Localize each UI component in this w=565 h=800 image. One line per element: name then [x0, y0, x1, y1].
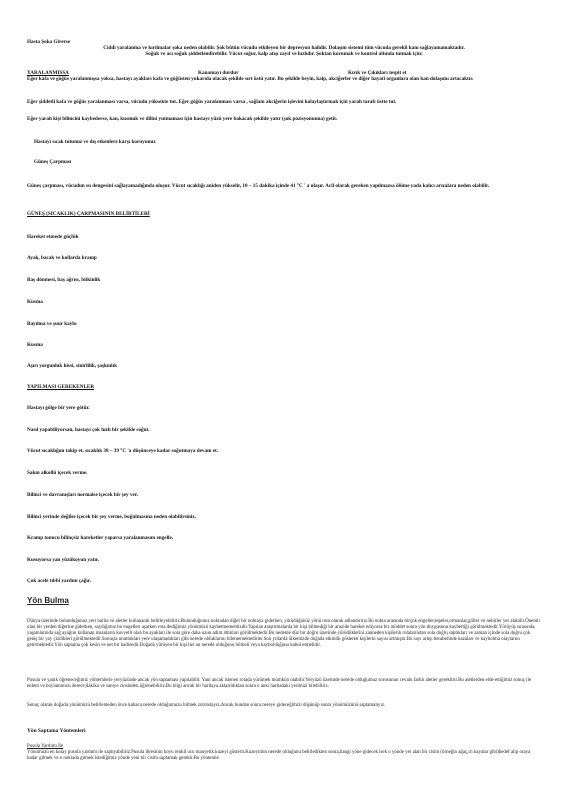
- injury-paragraph-2: Eğer şiddetli kafa ve göğüs yaralanması varsa, vücudu yüksekte tut. Eğer göğüs yaralanması varsa , sağlam akciğerin işlevini kolaylaştırmak için yarah tarafı üstte tut.: [27, 99, 397, 105]
- shock-line-2: Soğuk ve acı soğuk şiddetlendirebilir. Vücut soğur, kalp atışı zayıf ve hızlıdır. Şoktan korumak ve kontrol altında tutmak için;: [145, 51, 423, 57]
- yon-saptama-heading: Yön Saptama Yöntemleri: [27, 728, 86, 734]
- yon-bulma-paragraph-1: Dünya üzerinde bulunduğunuz yeri harita ve aletler kullanarak belirleyebiliriz.Bulunduğunuz noktadan diğer bir noktaya giderken, yürüdüğünüz yönü rota olarak adlandırırız.İki nokta arasında birçok engeller,tepeler,ormanlar,göller ve nehirler yer alabilir.Önemli olan bir yerden diğerine giderken, saydığımız bu engellerı aşarken rota dediğimiz yönümüzü kaybetmememizdir.Yapılan araştırmalarda bir kişi bilmediği bir arazide hareket ediyorsa bir müddet sonra yön duygusunu kaybettiği görülmektedir.Yürüyüş sırasında, yaşamlarında sağ ayağını kullanan insanların kuvvetli olan bu ayakları ile sola göre daha uzun adım attıkları görülmektedir.Bu nedenle düz bir doğru üzerinde yürüdüklerini zanneden kişilerin rotalarından sola doğru saptıkları ve zaman içinde sola doğru çok geniş bir yay çizdikleri görülmektedir.Sonuçta unuttukları yere ulaşamadıkları gibi nerede olduklarını bilememektedirler.Son yıllarda ülkemizde doğada etkinlik gösteren kişilerin sayısı artmıştır.Bu sayı artışı beraberinde kazaları ve kaybolma olaylarını getirmektedir.Yön saptama çok kesin ve net bir hadisedir.Doğada yürüyen bir kişi her an nerede olduğunu bilmeli veya kaybolduğunu kabul etmelidir.: [27, 619, 540, 648]
- action-item: Sakın alkollü içecek verme.: [27, 470, 88, 476]
- injury-paragraph-1: Eğer kafa ve göğüs yaralanmışsa yoksa, hastayı ayakları kafa ve göğüsten yukarıda olacak şekilde sırt üstü yatır. Bu şekilde beyin, kalp, akciğerler ve diğer hayati organlara olan kan dolaşımı artacaktır.: [27, 76, 474, 82]
- symptoms-heading: GÜNEŞ (SICAKLIK) ÇARPMASININ BELİRTİLERİ: [27, 211, 150, 217]
- compass-paragraph: Yönümüzü en kolay pusula yardımı ile saptıyabiliriz.Pusula ibresinin koyu renkli ucu manyetik kuzeyi gösterir.Kuzeyimin nerede olduğunu belirledikten sonra,hangi yöne gidecek isek o yönde yer alan bir cisim (örneğin ağaç,ırı kayalar gibi)hedef alıp oraya kadar gitmek ve o noktada gitmek istediğimiz yönde yeni bir cisim saptamak gerekir.Bu yöntemle: [27, 750, 531, 761]
- symptom-item: Kusma: [27, 342, 43, 348]
- sunstroke-subtitle: Güneş Çarpması: [34, 159, 72, 165]
- action-item: Kramp tonucu bilinçsiz hareketler yaparsa yaralanmasını engelle.: [27, 535, 174, 541]
- symptom-item: Ayak, bacak ve kollarda kramp: [27, 255, 97, 261]
- actions-heading: YAPILMASI GEREKENLER: [27, 384, 95, 390]
- action-item: Çok acele tıbbi yardım çağır.: [27, 578, 91, 584]
- symptom-item: Kusma: [27, 299, 43, 305]
- action-item: Hastayı gölge bir yere götür.: [27, 405, 90, 411]
- action-item: Kusuyorsa yan yüzükoyun yatır.: [27, 557, 99, 563]
- injury-col-1: YARALANMISSA: [27, 70, 69, 76]
- keep-warm-item: Hastayı sıcak tutunuz ve dış etkenlere karşı koruyunuz: [34, 139, 156, 145]
- action-item: Vücut sıcaklığını takip et, sıcaklık 38 – 39 °C 'a düşünceye kadar soğutmaya devam et.: [27, 448, 219, 454]
- symptom-item: Aşırı yorgunluk hissi, sinirlilik, şaşkınlık: [27, 363, 117, 369]
- injury-col-2: Kanamayı durdur: [198, 70, 239, 76]
- injury-col-3: Kırık ve Çıkıkları tespit et: [348, 70, 407, 76]
- injury-paragraph-3: Eğer yarah kişi bilincini kaybederse, kan, kusmuk ve dilini yutmaması için hastayı yüzü yere bakacak şekilde yatır (şok pozisyonunna) getir.: [27, 116, 338, 122]
- shock-line-1: Ciddi yaralanma ve kırılmalar şoka neden olabilir. Şok bütün vücudu etkileyen bir depresyon halidir. Dolaşım sistemi tüm vücuda gerekli kanı sağlayamamaktadır.: [103, 45, 465, 51]
- action-item: Bilinci ve davranışları normalse içecek bir şey ver.: [27, 492, 138, 498]
- action-item: Nasıl yapabiliyorsan, hastayı çok hızlı bir şekilde soğut.: [27, 427, 150, 433]
- action-item: Bilinci yerinde değilse içecek bir şey verme, boğulmasına neden olabilirsiniz.: [27, 514, 196, 520]
- shock-title: Hasta Şoka Girerse: [27, 39, 71, 45]
- yon-bulma-paragraph-3: Sonuç olarak doğada yönümüzü belirlemeden önce kabaca nerede olduğumuzu bilmek zorundayız.Ancak bundan sonra nereye gideceğimizi düşünüp sonra yönümüzünü saptamalıyız.: [27, 703, 386, 708]
- compass-subheading: Pusula Yardımı İle: [27, 744, 64, 749]
- symptom-item: Hareket etmede güçlük: [27, 234, 79, 240]
- sunstroke-paragraph: Güneş çarpması, vücudun ısı dengesini sağlayamadığında oluşur. Vücut sıcaklığı aniden yükselir, 10 – 15 dakika içinde 41 °C ' a ulaşır. Acil olarak gereken yapılmazsa ölüme yada kalıcı arızalara neden olabilir.: [27, 183, 490, 189]
- symptom-item: Bayılma ve şuur kaybı: [27, 321, 77, 327]
- yon-bulma-heading: Yön Bulma: [27, 596, 69, 605]
- yon-bulma-paragraph-2: Pusula ve yanık öğreneceğimiz yöntemlerle yeryüzünde ancak yön saptaması yapılabilir. Yani ancak istenen rotada yürümek mümkün olabilir.Yeryüzü üzerinde nerede olduğumuz sorusunun cevabı farklı aletler gerektirir.Bu aletlerden elde ettiğimiz sonuç ile enlem ve boylamımızı derece,dakika ve saniye cinsinden öğrenebiliriz.Bu bilgi ancak bir haritaya aktarıldıktan sonra o anki haritadaki yerimizi bilebiliriz.: [27, 678, 532, 689]
- symptom-item: Baş dönmesi, baş ağrısı, bitkinlik: [27, 277, 101, 283]
